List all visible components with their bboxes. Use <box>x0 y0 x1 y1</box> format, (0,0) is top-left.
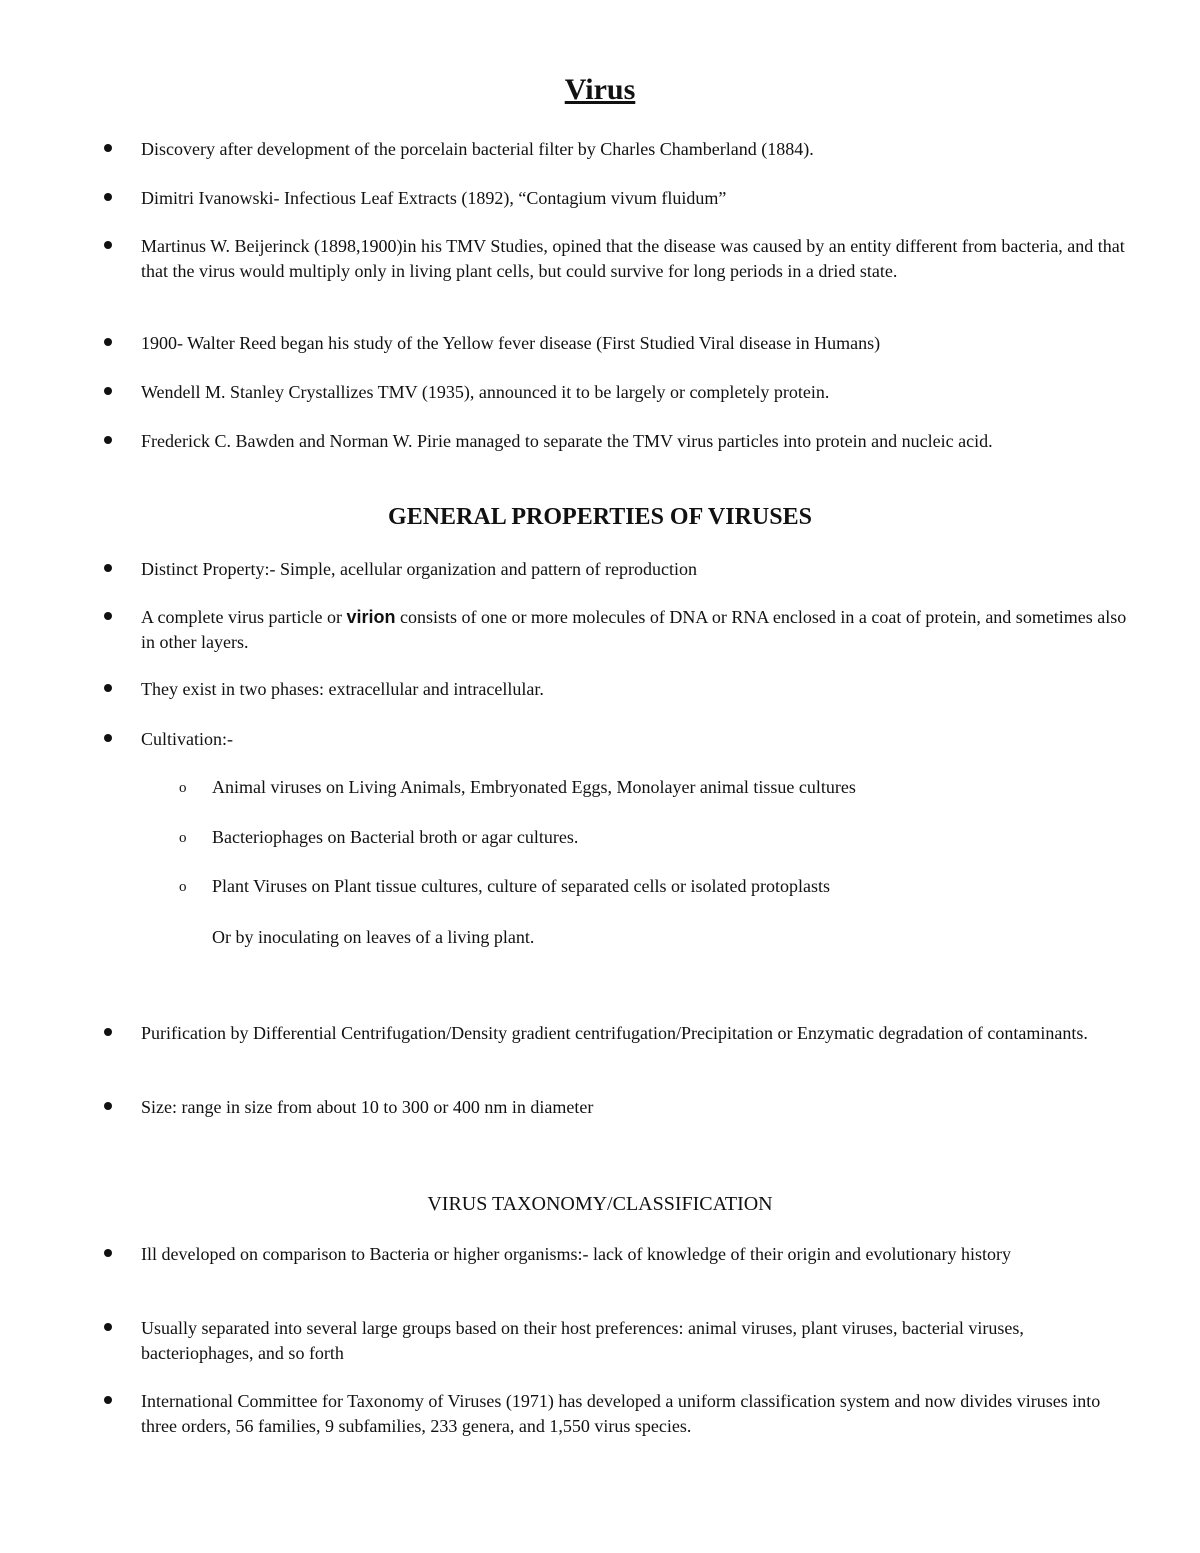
property-distinct: Distinct Property:- Simple, acellular organization and pattern of reproduction <box>141 559 698 579</box>
bullet-icon <box>104 186 116 198</box>
bullet-icon <box>104 727 116 739</box>
bullet-icon <box>104 234 116 246</box>
virion-term: virion <box>346 607 396 627</box>
property-size: Size: range in size from about 10 to 300 or 400 nm in diameter <box>141 1097 594 1117</box>
bullet-icon <box>104 1242 116 1254</box>
bullet-icon <box>104 1389 116 1401</box>
bullet-icon <box>104 1316 116 1328</box>
sub-bullet-icon: o <box>179 879 187 895</box>
history-item-6: Frederick C. Bawden and Norman W. Pirie managed to separate the TMV virus particles into protein and nucleic acid. <box>141 431 993 451</box>
bullet-icon <box>104 605 116 617</box>
history-item-1: Discovery after development of the porcelain bacterial filter by Charles Chamberland (1884). <box>141 139 814 159</box>
bullet-icon <box>104 557 116 569</box>
history-item-2: Dimitri Ivanowski- Infectious Leaf Extracts (1892), “Contagium vivum fluidum” <box>141 188 727 208</box>
cultivation-item-1: Animal viruses on Living Animals, Embryonated Eggs, Monolayer animal tissue cultures <box>212 777 856 797</box>
history-item-4: 1900- Walter Reed began his study of the Yellow fever disease (First Studied Viral disease in Humans) <box>141 333 881 353</box>
taxonomy-item-2: Usually separated into several large groups based on their host preferences: animal viruses, plant viruses, bacterial viruses, bacteriophages, and so forth <box>141 1318 1024 1363</box>
property-virion <box>141 605 1136 654</box>
history-item-5: Wendell M. Stanley Crystallizes TMV (1935), announced it to be largely or completely protein. <box>141 382 830 402</box>
cultivation-item-2: Bacteriophages on Bacterial broth or agar cultures. <box>212 827 579 847</box>
cultivation-item-3: Plant Viruses on Plant tissue cultures, culture of separated cells or isolated protoplasts <box>212 876 830 896</box>
bullet-icon <box>104 1095 116 1107</box>
property-cultivation: Cultivation:- <box>141 729 233 749</box>
history-item-3: Martinus W. Beijerinck (1898,1900)in his TMV Studies, opined that the disease was caused by an entity different from bacteria, and that that the virus would multiply only in living plant cells, but could survive for long periods in a dried state. <box>141 236 1125 281</box>
virion-text-after: consists of one or more molecules of DNA or RNA enclosed in a coat of protein, and sometimes also in other layers. <box>141 607 1127 652</box>
property-phases: They exist in two phases: extracellular and intracellular. <box>141 679 544 699</box>
bullet-icon <box>104 1021 116 1033</box>
virion-text-before: A complete virus particle or <box>141 607 347 627</box>
section-heading-taxonomy: VIRUS TAXONOMY/CLASSIFICATION <box>427 1193 773 1215</box>
cultivation-continuation: Or by inoculating on leaves of a living plant. <box>212 927 535 947</box>
page-title: Virus <box>564 73 636 106</box>
bullet-icon <box>104 331 116 343</box>
bullet-icon <box>104 429 116 441</box>
bullet-icon <box>104 380 116 392</box>
bullet-icon <box>104 677 116 689</box>
property-purification: Purification by Differential Centrifugation/Density gradient centrifugation/Precipitation or Enzymatic degradation of contaminants. <box>141 1023 1088 1043</box>
taxonomy-item-1: Ill developed on comparison to Bacteria or higher organisms:- lack of knowledge of their origin and evolutionary history <box>141 1244 1011 1264</box>
sub-bullet-icon: o <box>179 830 187 846</box>
taxonomy-item-3: International Committee for Taxonomy of Viruses (1971) has developed a uniform classification system and now divides viruses into three orders, 56 families, 9 subfamilies, 233 genera, and 1,550 virus species. <box>141 1391 1101 1436</box>
bullet-icon <box>104 137 116 149</box>
sub-bullet-icon: o <box>179 780 187 796</box>
section-heading-general-properties: GENERAL PROPERTIES OF VIRUSES <box>388 504 812 530</box>
